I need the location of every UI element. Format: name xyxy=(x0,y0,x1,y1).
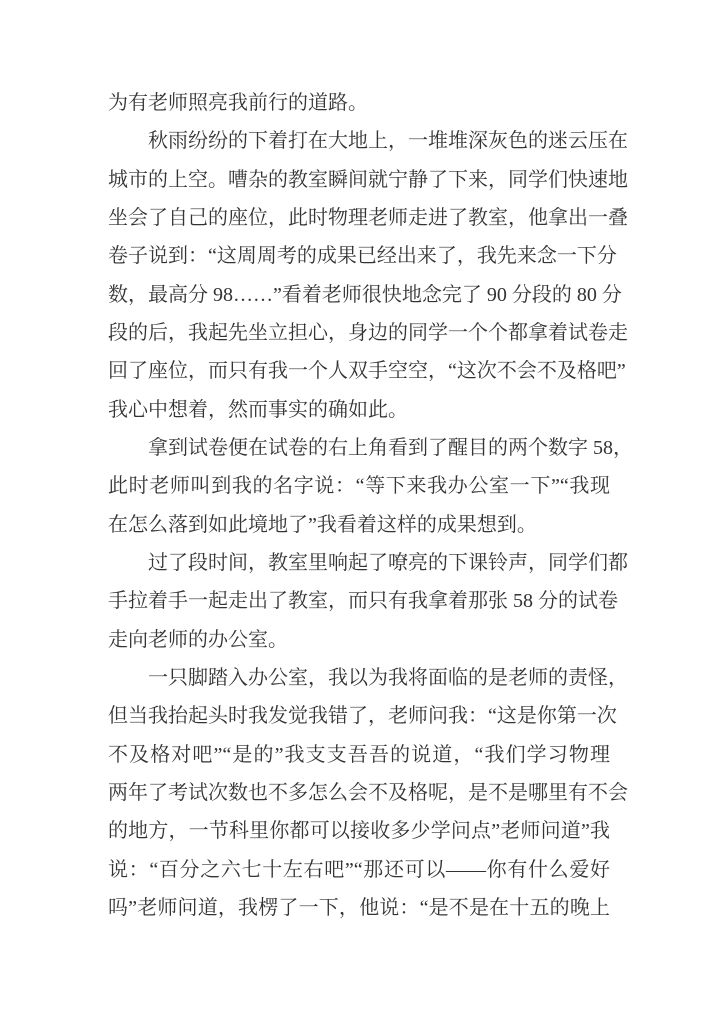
text-line: 一只脚踏入办公室，我以为我将面临的是老师的责怪， xyxy=(148,666,628,689)
text-line: 手拉着手一起走出了教室，而只有我拿着那张 58 分的试卷 xyxy=(108,590,618,613)
text-line: 过了段时间，教室里响起了嘹亮的下课铃声，同学们都 xyxy=(148,551,628,574)
essay-text-block xyxy=(108,84,633,927)
text-line: 但当我抬起头时我发觉我错了，老师问我：“这是你第一次 xyxy=(108,705,617,728)
text-line: 在怎么落到如此境地了”我看着这样的成果想到。 xyxy=(108,513,537,536)
text-line: 拿到试卷便在试卷的右上角看到了醒目的两个数字 58， xyxy=(148,436,633,459)
text-line: 秋雨纷纷的下着打在大地上，一堆堆深灰色的迷云压在 xyxy=(148,130,628,153)
text-line: 的地方，一节科里你都可以接收多少学问点”老师问道”我 xyxy=(108,820,610,843)
text-line: 此时老师叫到我的名字说：“等下来我办公室一下”“我现 xyxy=(108,475,610,498)
text-line: 不及格对吧”“是的”我支支吾吾的说道，“我们学习物理 xyxy=(108,743,610,766)
text-line: 两年了考试次数也不多怎么会不及格呢，是不是哪里有不会 xyxy=(108,781,628,804)
text-line: 走向老师的办公室。 xyxy=(108,628,288,651)
text-line: 坐会了自己的座位，此时物理老师走进了教室，他拿出一叠 xyxy=(108,206,628,229)
text-line: 段的后，我起先坐立担心，身边的同学一个个都拿着试卷走 xyxy=(108,321,628,344)
text-line: 数，最高分 98……”看着老师很快地念完了 90 分段的 80 分 xyxy=(108,283,622,306)
text-line: 为有老师照亮我前行的道路。 xyxy=(108,92,368,114)
text-line: 吗”老师问道，我楞了一下，他说：“是不是在十五的晚上 xyxy=(108,896,610,919)
text-line: 城市的上空。嘈杂的教室瞬间就宁静了下来，同学们快速地 xyxy=(108,168,628,191)
text-line: 卷子说到：“这周周考的成果已经出来了，我先来念一下分 xyxy=(108,245,617,268)
text-line: 我心中想着，然而事实的确如此。 xyxy=(108,398,408,421)
text-line: 回了座位，而只有我一个人双手空空，“这次不会不及格吧” xyxy=(108,360,626,383)
text-line: 说：“百分之六七十左右吧”“那还可以——你有什么爱好 xyxy=(108,858,610,881)
